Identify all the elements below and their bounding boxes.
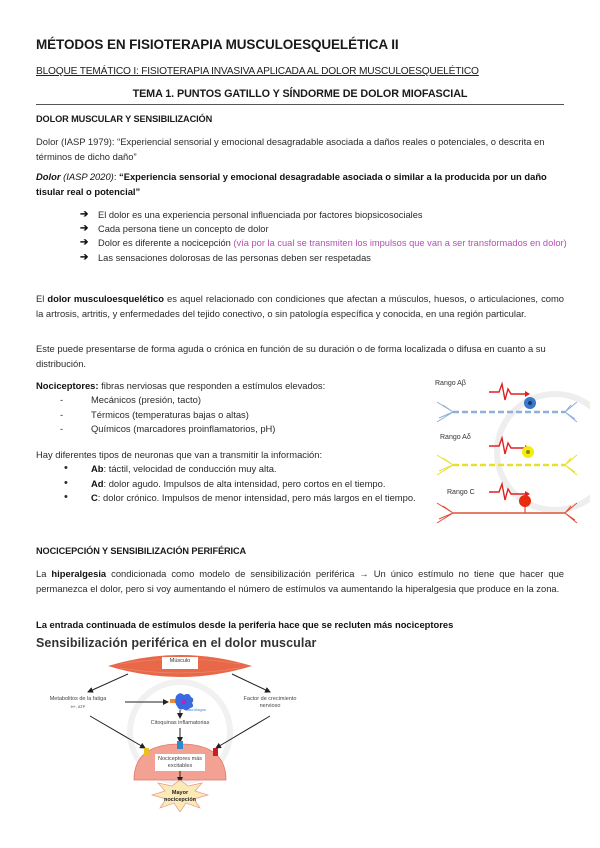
dash-bullet: -: [60, 408, 64, 420]
section-heading-dolor-muscular: DOLOR MUSCULAR Y SENSIBILIZACIÓN: [36, 114, 213, 124]
fiber-label-c: Rango C: [447, 489, 475, 496]
sensitization-illustration: [30, 652, 300, 812]
document-title: MÉTODOS EN FISIOTERAPIA MUSCULOESQUELÉTICA II: [36, 37, 399, 52]
nociceptores-term: Nociceptores:: [36, 380, 99, 391]
neuron-type-name: Ad: [91, 477, 104, 489]
stimulus-text: Térmicos (temperaturas bajas o altas): [91, 408, 249, 420]
msk-pre: El: [36, 293, 48, 304]
bullet-icon: •: [64, 491, 68, 503]
stimulus-item: [60, 422, 275, 437]
definition-1979-label: Dolor (IASP 1979):: [36, 136, 118, 147]
forma-paragraph: Este puede presentarse de forma aguda o crónica en función de su duración o de forma localizada o difusa en cuanto a su distribución.: [36, 343, 546, 369]
hiper-term: hiperalgesia: [51, 568, 107, 579]
dash-bullet: -: [60, 394, 64, 405]
arrow-item-text: El dolor es una experiencia personal influenciada por factores biopsicosociales: [98, 210, 423, 220]
stimulus-list: [60, 393, 275, 437]
nociceptores-text: fibras nerviosas que responden a estímulos elevados:: [98, 380, 326, 391]
bullet-icon: •: [64, 462, 68, 474]
definition-1979: [36, 134, 564, 164]
fiber-label-adelta: Rango Aδ: [440, 434, 471, 441]
neuron-types-list: [60, 462, 418, 506]
arrow-right-icon: ➔: [80, 223, 89, 235]
fatigue-metabolites-label: Metabolitos de la fatiga: [49, 696, 107, 702]
definition-2020-source: (IASP 2020): [60, 171, 114, 182]
msk-paragraph: [36, 291, 564, 321]
sensitization-diagram: [30, 652, 300, 812]
bullet-icon: •: [64, 476, 68, 489]
fiber-label-abeta: Rango Aβ: [435, 380, 466, 387]
nerve-growth-factor-label: Factor de crecimiento nervioso: [243, 696, 297, 709]
muscle-label: Músculo: [169, 658, 191, 664]
neuron-type-item: [60, 477, 418, 492]
neuron-type-name: C: [91, 492, 98, 503]
arrow-item-text: Dolor es diferente a nocicepción: [98, 238, 234, 249]
arrow-list: [80, 208, 570, 265]
fatigue-metabolites-sub: H+, ATP: [70, 704, 86, 709]
arrow-item-text: Cada persona tiene un concepto de dolor: [98, 224, 269, 235]
neuron-type-desc: : táctil, velocidad de conducción muy alta.: [103, 463, 277, 474]
nociceptors-label: Nociceptores más excitables: [157, 756, 203, 769]
section-heading-nocicepcion: NOCICEPCIÓN Y SENSIBILIZACIÓN PERIFÉRICA: [36, 546, 247, 556]
arrow-item-note: (vía por la cual se transmiten los impulsos que van a ser transformados en dolor): [233, 238, 567, 249]
dash-bullet: -: [60, 423, 64, 434]
definition-2020-label: Dolor: [36, 171, 61, 182]
neuron-type-name: Ab: [91, 463, 104, 474]
stimulus-text: Mecánicos (presión, tacto): [91, 394, 201, 405]
nerve-fibers-illustration: [425, 372, 590, 534]
arrow-list-item: [80, 208, 570, 222]
nerve-fibers-figure: [425, 372, 590, 534]
stimulus-item: [60, 393, 275, 408]
arrow-item-text: Las sensaciones dolorosas de las personas deben ser respetadas: [98, 252, 371, 263]
figure-title: Sensibilización periférica en el dolor muscular: [36, 636, 317, 650]
definition-2020: [36, 169, 564, 199]
msk-post: es aquel relacionado con condiciones que afectan a músculos, huesos, o articulaciones, como la artrosis, artritis, y enfermedades del tejido conectivo, o sin patología específica y conocida, en una región particular.: [36, 293, 564, 319]
macrophage-label: macrófagos: [185, 707, 206, 712]
neuronas-intro: Hay diferentes tipos de neuronas que van a transmitir la información:: [36, 449, 323, 460]
msk-term: dolor musculoesquelético: [47, 293, 164, 304]
arrow-right-icon: ➔: [80, 251, 89, 263]
recruitment-line: La entrada continuada de estímulos desde la periferia hace que se recluten más nociceptores: [36, 619, 454, 630]
nociceptores-paragraph: [36, 378, 416, 393]
arrow-right-icon: ➔: [80, 209, 89, 220]
arrow-list-item: [80, 222, 570, 236]
tema-heading: TEMA 1. PUNTOS GATILLO Y SÍNDORME DE DOLOR MIOFASCIAL: [132, 88, 468, 100]
stimulus-item: [60, 408, 275, 423]
cytokines-label: Citoquinas inflamatorias: [150, 720, 210, 726]
bloque-subtitle: BLOQUE TEMÁTICO I: FISIOTERAPIA INVASIVA APLICADA AL DOLOR MUSCULOESQUELÉTICO: [36, 66, 479, 77]
definition-2020-text: “Experiencia sensorial y emocional desagradable asociada o similar a la producida por un daño tisular real o potencial”: [36, 171, 547, 197]
stimulus-text: Químicos (marcadores proinflamatorios, pH): [91, 423, 276, 434]
neuron-type-desc: : dolor crónico. Impulsos de menor intensidad, pero más largos en el tiempo.: [97, 492, 416, 503]
hiper-post: condicionada como modelo de sensibilización periférica → Un único estímulo no tiene que hacer que permanezca el dolor, pero si voy aumentando el número de estímulos va aumentando la hiperalgesia que produce en la zona.: [36, 568, 564, 594]
neuron-type-desc: : dolor agudo. Impulsos de alta intensidad, pero cortos en el tiempo.: [103, 477, 386, 489]
arrow-right-icon: ➔: [80, 237, 89, 249]
neuron-type-item: [60, 491, 418, 506]
hiper-pre: La: [36, 568, 52, 579]
arrow-list-item: [80, 236, 570, 250]
neuron-type-item: [60, 462, 418, 477]
hiperalgesia-paragraph: [36, 566, 564, 596]
definition-1979-text: “Experiencial sensorial y emocional desagradable asociada a daños reales o potenciales, o descrita en términos de dicho daño”: [36, 136, 545, 162]
horizontal-rule: [36, 104, 564, 105]
definition-2020-colon: :: [113, 171, 120, 182]
greater-nociception-label: Mayor nocicepción: [163, 790, 197, 803]
arrow-list-item: [80, 251, 570, 265]
